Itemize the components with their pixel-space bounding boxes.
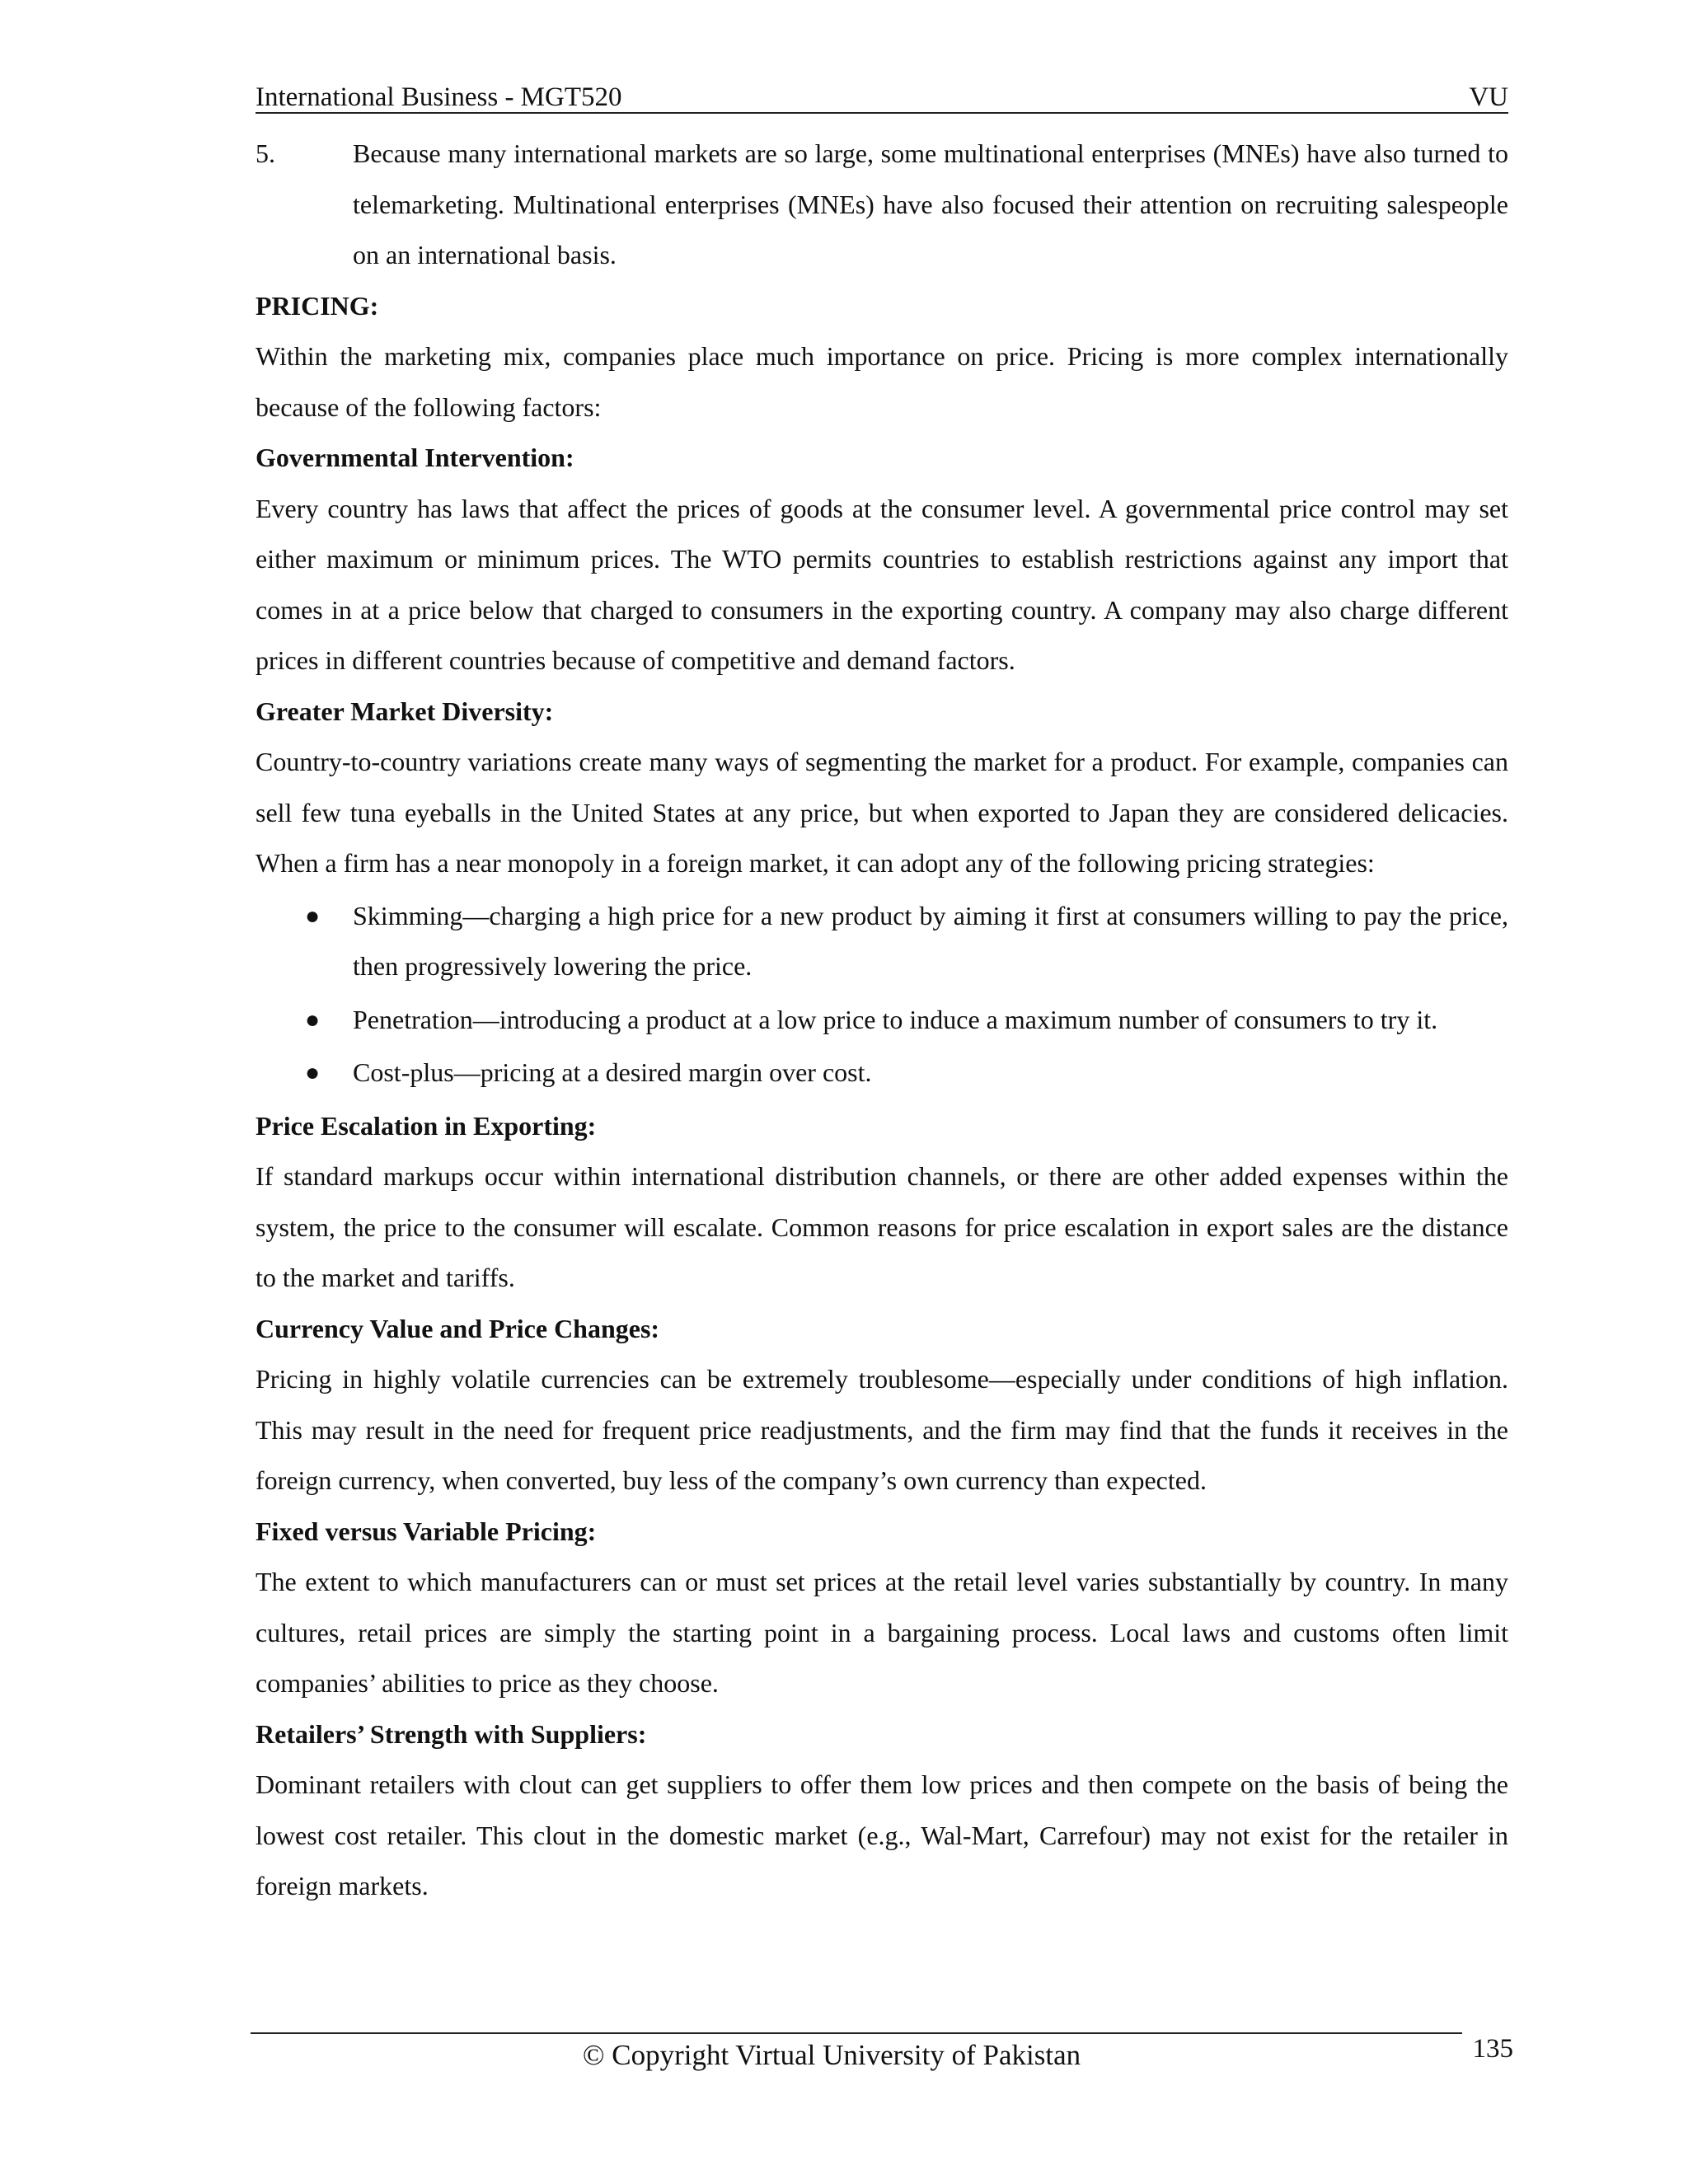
- section-heading-retailers: Retailers’ Strength with Suppliers:: [256, 1718, 647, 1749]
- section-heading-pricing: PRICING:: [256, 290, 379, 321]
- numbered-item: [256, 129, 1508, 281]
- page-content: [256, 129, 1508, 1912]
- governmental-paragraph: Every country has laws that affect the prices of goods at the consumer level. A governmental price control may set either maximum or minimum prices. The WTO permits countries to establish restrictions against any import that comes in at a price below that charged to consumers in the exporting country. A company may also charge different prices in different countries because of competitive and demand factors.: [256, 493, 1508, 675]
- list-item-text: Cost-plus—pricing at a desired margin over cost.: [353, 1057, 872, 1087]
- section-heading-fixed: Fixed versus Variable Pricing:: [256, 1516, 597, 1546]
- pricing-intro: Within the marketing mix, companies place much importance on price. Pricing is more complex internationally because of the following factors:: [256, 341, 1508, 422]
- bullet-icon: ●: [305, 902, 321, 930]
- list-item-text: Penetration—introducing a product at a low price to induce a maximum number of consumers to try it.: [353, 1004, 1438, 1034]
- retailers-paragraph: Dominant retailers with clout can get suppliers to offer them low prices and then compete on the basis of being the lowest cost retailer. This clout in the domestic market (e.g., Wal-Mart, Carrefour) may not exist for the retailer in foreign markets.: [256, 1769, 1508, 1900]
- section-heading-escalation: Price Escalation in Exporting:: [256, 1110, 597, 1141]
- course-title: International Business - MGT520: [256, 82, 622, 112]
- item-text: Because many international markets are so large, some multinational enterprises (MNEs) have also turned to telemarketing. Multinational enterprises (MNEs) have also focused their attention on recruiting salespeople on an international basis.: [353, 138, 1508, 269]
- footer-divider: [251, 2032, 1462, 2034]
- bullet-icon: ●: [305, 1059, 321, 1086]
- bullet-icon: ●: [305, 1005, 321, 1033]
- diversity-paragraph: Country-to-country variations create many ways of segmenting the market for a product. For example, companies can sell few tuna eyeballs in the United States at any price, but when exported to Japan they are considered delicacies. When a firm has a near monopoly in a foreign market, it can adopt any of the following pricing strategies:: [256, 747, 1508, 878]
- section-heading-governmental: Governmental Intervention:: [256, 443, 574, 472]
- fixed-paragraph: The extent to which manufacturers can or must set prices at the retail level varies substantially by country. In many cultures, retail prices are simply the starting point in a bargaining process. Local laws and customs often limit companies’ abilities to price as they choose.: [256, 1567, 1508, 1698]
- escalation-paragraph: If standard markups occur within international distribution channels, or there are other added expenses within the system, the price to the consumer will escalate. Common reasons for price escalation in export sales are the distance to the market and tariffs.: [256, 1161, 1508, 1292]
- currency-paragraph: Pricing in highly volatile currencies can be extremely troublesome—especially under conditions of high inflation. This may result in the need for frequent price readjustments, and the firm may find that the funds it receives in the foreign currency, when converted, buy less of the company’s own currency than expected.: [256, 1364, 1508, 1495]
- list-item-text: Skimming—charging a high price for a new product by aiming it first at consumers willing to pay the price, then progressively lowering the price.: [353, 900, 1508, 981]
- institution-abbr: VU: [1469, 82, 1508, 112]
- list-item: [256, 995, 1508, 1046]
- copyright-notice: © Copyright Virtual University of Pakistan: [582, 2039, 1081, 2071]
- pricing-strategies-list: [256, 891, 1508, 1099]
- list-item: [256, 1047, 1508, 1099]
- section-heading-diversity: Greater Market Diversity:: [256, 696, 554, 726]
- list-item: [256, 891, 1508, 992]
- page-number: 135: [1472, 2034, 1513, 2064]
- item-number: 5.: [256, 138, 275, 168]
- section-heading-currency: Currency Value and Price Changes:: [256, 1313, 660, 1343]
- page-header: [256, 79, 1508, 114]
